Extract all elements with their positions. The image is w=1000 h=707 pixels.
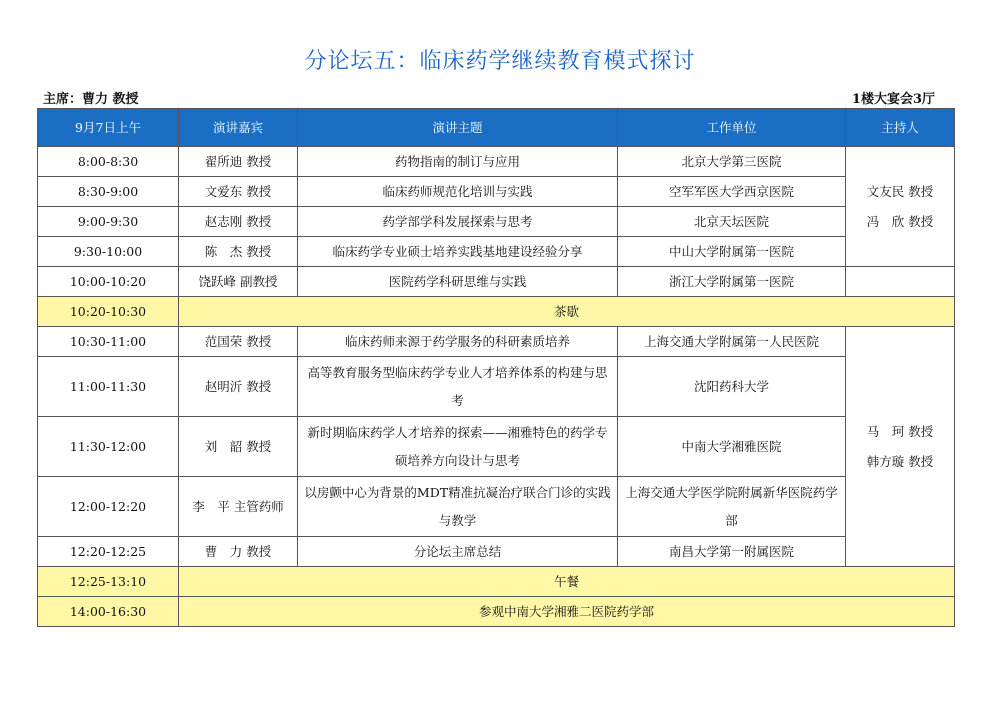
time-cell: 14:00-16:30 <box>38 597 179 627</box>
time-cell: 9:30-10:00 <box>38 237 179 267</box>
session-meta <box>43 88 935 106</box>
speaker-cell: 赵志刚 教授 <box>179 207 298 237</box>
speaker-cell: 李 平 主管药师 <box>179 477 298 537</box>
table-row <box>38 207 955 237</box>
table-row <box>38 237 955 267</box>
table-row <box>38 327 955 357</box>
speaker-cell: 赵明沂 教授 <box>179 357 298 417</box>
org-cell: 北京天坛医院 <box>618 207 846 237</box>
speaker-cell: 文爱东 教授 <box>179 177 298 207</box>
topic-cell: 临床药师规范化培训与实践 <box>298 177 618 207</box>
header-speaker: 演讲嘉宾 <box>179 109 298 147</box>
speaker-cell: 翟所迪 教授 <box>179 147 298 177</box>
host-name: 韩方璇 教授 <box>866 453 934 469</box>
venue-label: 1楼大宴会3厅 <box>851 92 935 107</box>
host-cell <box>846 327 955 567</box>
break-row <box>38 597 955 627</box>
org-cell: 中南大学湘雅医院 <box>618 417 846 477</box>
table-row <box>38 267 955 297</box>
time-cell: 11:30-12:00 <box>38 417 179 477</box>
org-cell: 浙江大学附属第一医院 <box>618 267 846 297</box>
org-cell: 沈阳药科大学 <box>618 357 846 417</box>
time-cell: 12:25-13:10 <box>38 567 179 597</box>
topic-cell: 临床药学专业硕士培养实践基地建设经验分享 <box>298 237 618 267</box>
time-cell: 12:20-12:25 <box>38 537 179 567</box>
org-cell: 中山大学附属第一医院 <box>618 237 846 267</box>
time-cell: 12:00-12:20 <box>38 477 179 537</box>
host-name: 冯 欣 教授 <box>866 213 934 229</box>
break-row <box>38 297 955 327</box>
time-cell: 10:20-10:30 <box>38 297 179 327</box>
org-cell: 空军军医大学西京医院 <box>618 177 846 207</box>
schedule-table <box>37 108 955 627</box>
header-org: 工作单位 <box>618 109 846 147</box>
break-label: 茶歇 <box>179 297 955 327</box>
host-name: 文友民 教授 <box>866 183 934 199</box>
header-time: 9月7日上午 <box>38 109 179 147</box>
speaker-cell: 曹 力 教授 <box>179 537 298 567</box>
table-row <box>38 357 955 417</box>
time-cell: 11:00-11:30 <box>38 357 179 417</box>
host-name: 马 珂 教授 <box>866 423 934 439</box>
topic-cell: 药物指南的制订与应用 <box>298 147 618 177</box>
topic-cell: 临床药师来源于药学服务的科研素质培养 <box>298 327 618 357</box>
time-cell: 10:00-10:20 <box>38 267 179 297</box>
table-header-row <box>38 109 955 147</box>
time-cell: 10:30-11:00 <box>38 327 179 357</box>
speaker-cell: 饶跃峰 副教授 <box>179 267 298 297</box>
speaker-cell: 刘 韶 教授 <box>179 417 298 477</box>
break-row <box>38 567 955 597</box>
org-cell: 南昌大学第一附属医院 <box>618 537 846 567</box>
table-row <box>38 147 955 177</box>
topic-cell: 新时期临床药学人才培养的探索——湘雅特色的药学专硕培养方向设计与思考 <box>298 417 618 477</box>
topic-cell: 医院药学科研思维与实践 <box>298 267 618 297</box>
chair-label: 主席：曹力 教授 <box>43 92 139 107</box>
time-cell: 8:00-8:30 <box>38 147 179 177</box>
break-label: 参观中南大学湘雅二医院药学部 <box>179 597 955 627</box>
header-topic: 演讲主题 <box>298 109 618 147</box>
table-row <box>38 417 955 477</box>
page-title: 分论坛五：临床药学继续教育模式探讨 <box>304 49 696 74</box>
topic-cell: 以房颤中心为背景的MDT精准抗凝治疗联合门诊的实践与教学 <box>298 477 618 537</box>
speaker-cell: 陈 杰 教授 <box>179 237 298 267</box>
topic-cell: 药学部学科发展探索与思考 <box>298 207 618 237</box>
topic-cell: 分论坛主席总结 <box>298 537 618 567</box>
time-cell: 9:00-9:30 <box>38 207 179 237</box>
table-row <box>38 477 955 537</box>
host-cell <box>846 147 955 267</box>
table-row <box>38 537 955 567</box>
topic-cell: 高等教育服务型临床药学专业人才培养体系的构建与思考 <box>298 357 618 417</box>
org-cell: 北京大学第三医院 <box>618 147 846 177</box>
header-host: 主持人 <box>846 109 955 147</box>
table-row <box>38 177 955 207</box>
host-cell-empty <box>846 267 955 297</box>
org-cell: 上海交通大学附属第一人民医院 <box>618 327 846 357</box>
speaker-cell: 范国荣 教授 <box>179 327 298 357</box>
org-cell: 上海交通大学医学院附属新华医院药学部 <box>618 477 846 537</box>
time-cell: 8:30-9:00 <box>38 177 179 207</box>
break-label: 午餐 <box>179 567 955 597</box>
